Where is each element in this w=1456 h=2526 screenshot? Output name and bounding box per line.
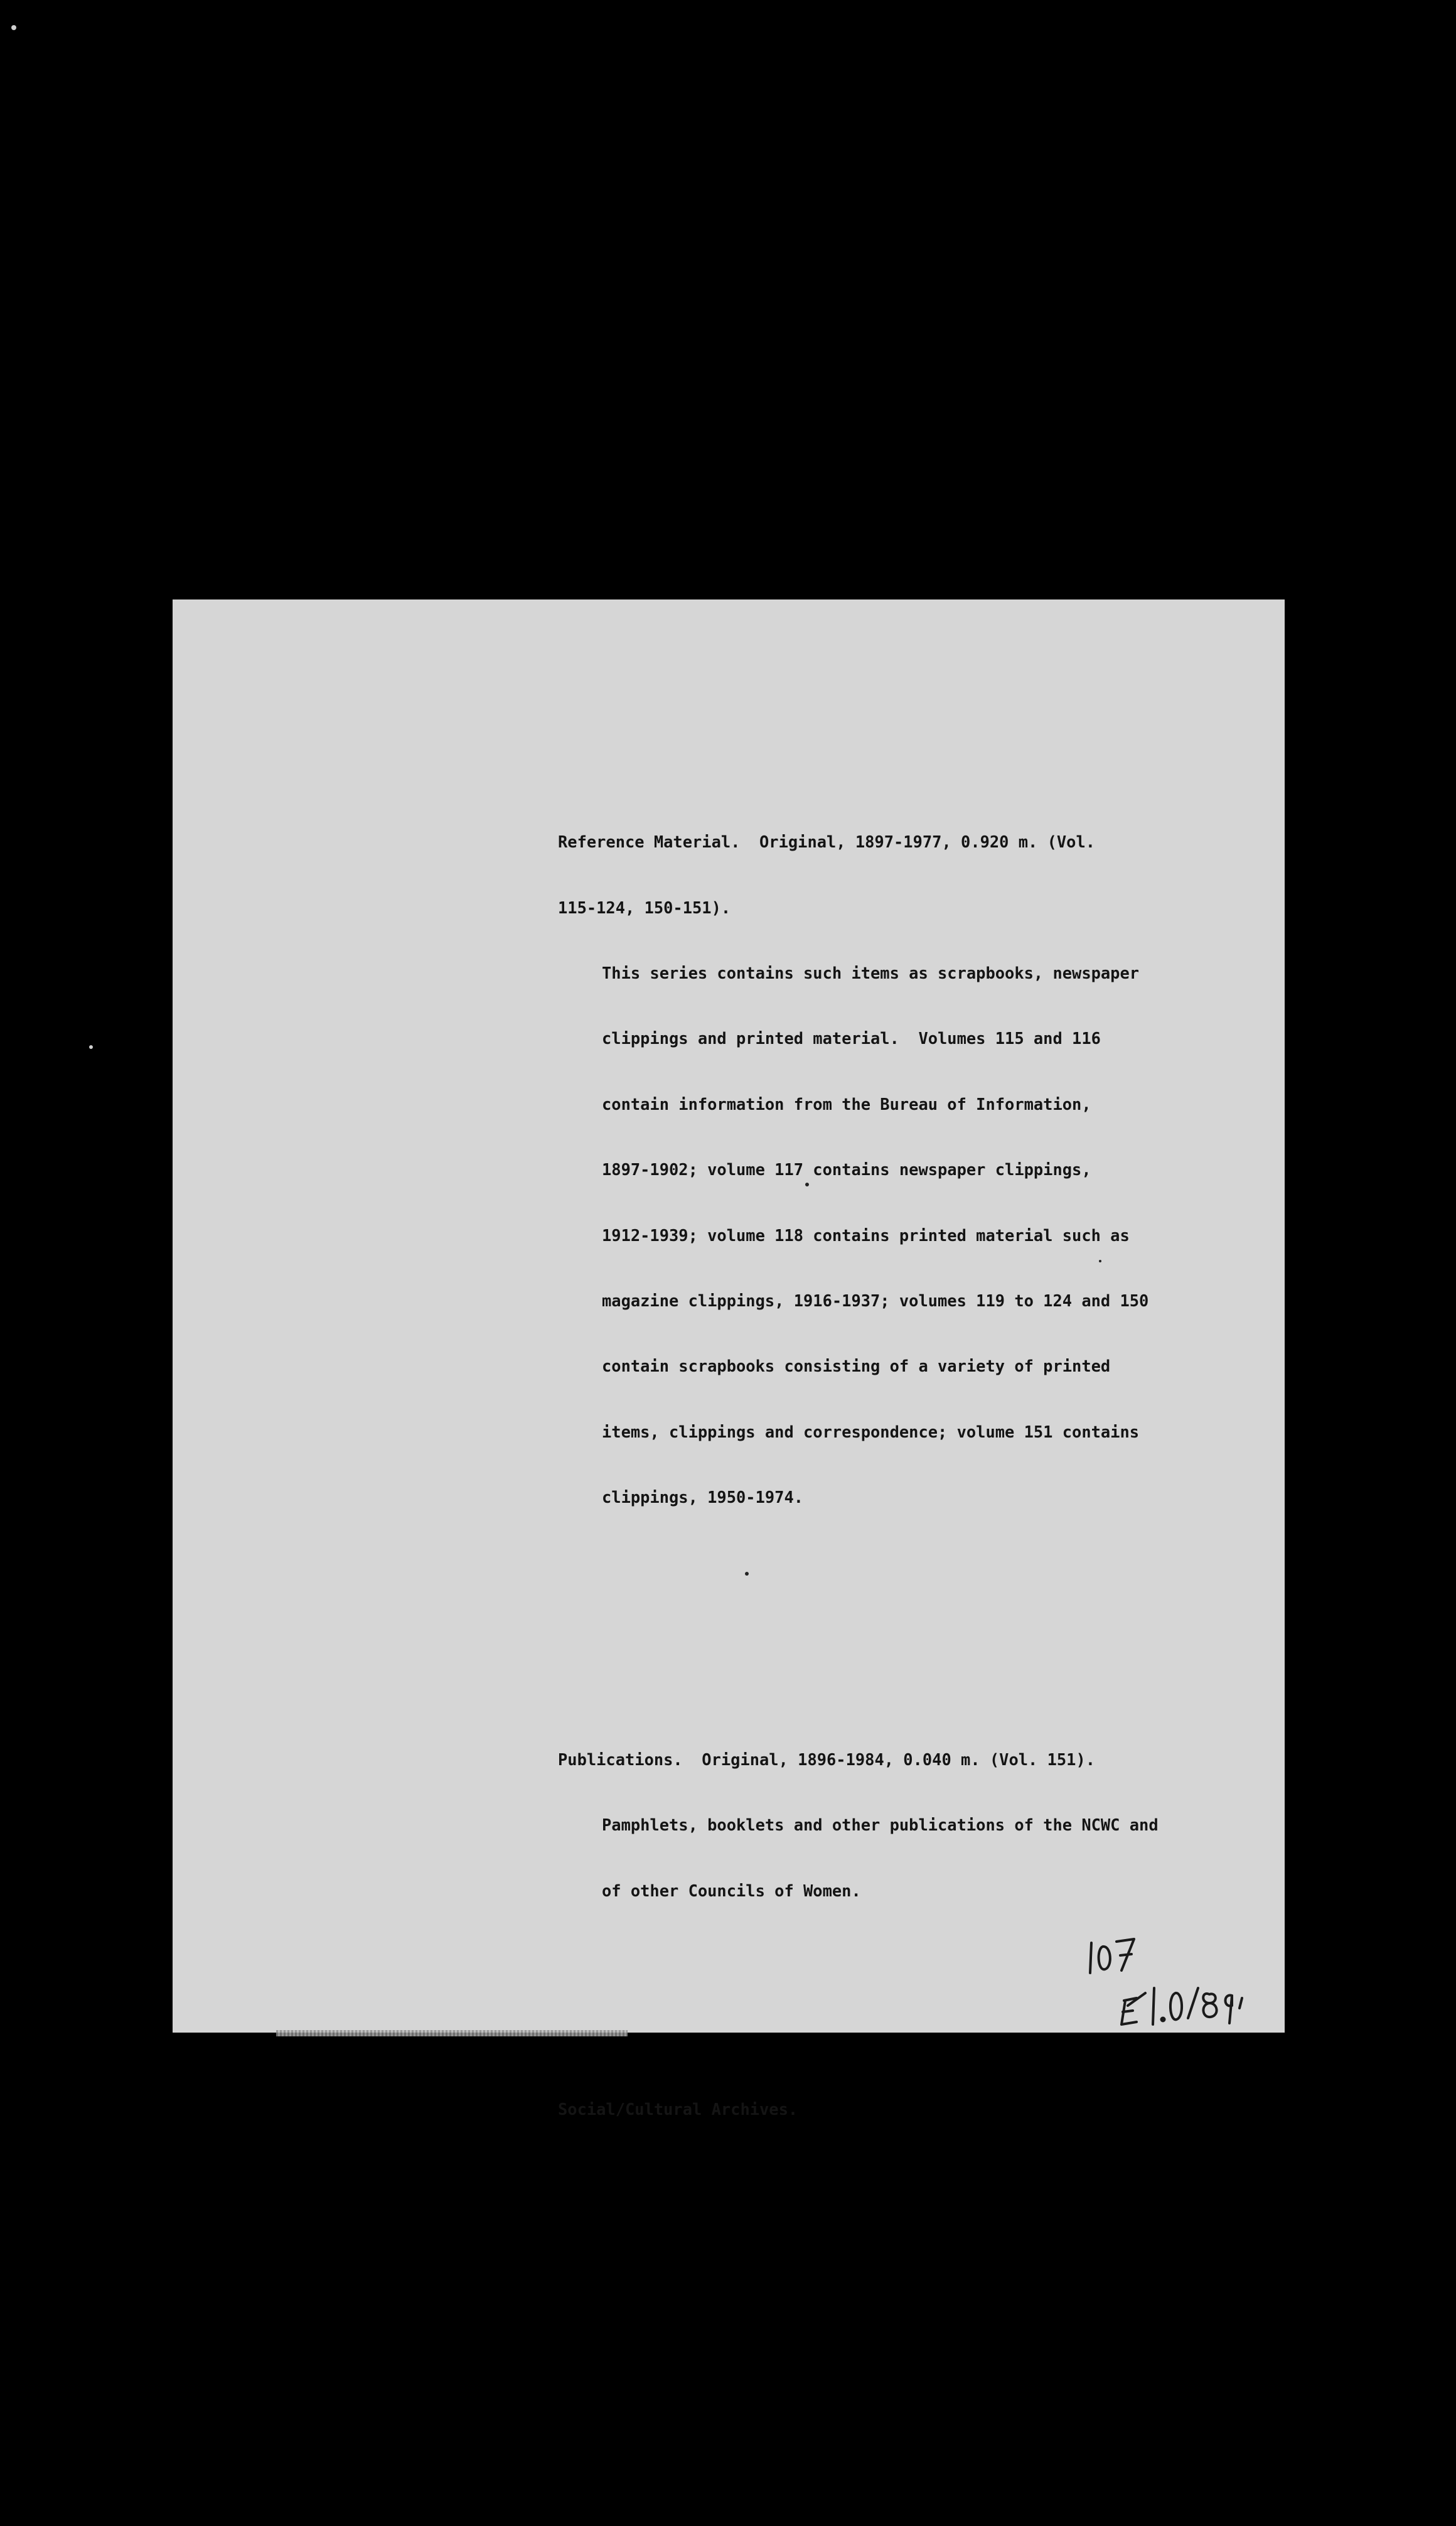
reference-description-line: 1912-1939; volume 118 contains printed material such as	[602, 1225, 1130, 1245]
paper-speck	[1099, 1260, 1101, 1262]
reference-description-line: contain information from the Bureau of Information,	[602, 1094, 1091, 1114]
paper-speck	[745, 1572, 749, 1576]
scan-speck	[11, 25, 16, 30]
reference-heading-line-2: 115-124, 150-151).	[558, 898, 731, 917]
reference-material-section	[558, 788, 1255, 1552]
document-page	[173, 599, 1285, 2119]
publications-section	[558, 1705, 1255, 1945]
reference-description-line: 1897-1902; volume 117 contains newspaper clippings,	[602, 1160, 1091, 1180]
reference-description-line: magazine clippings, 1916-1937; volumes 119 to 124 and 150	[602, 1291, 1149, 1310]
reference-description-line: clippings, 1950-1974.	[602, 1488, 804, 1507]
reference-description-line: items, clippings and correspondence; volume 151 contains	[602, 1422, 1140, 1441]
paragraph-gap	[558, 1618, 1255, 1640]
archives-footer-line: Social/Cultural Archives.	[558, 2099, 798, 2119]
publications-description-line: Pamphlets, booklets and other publications of the NCWC and	[602, 1815, 1159, 1835]
paper-speck	[805, 1183, 809, 1186]
reference-description-line: This series contains such items as scrapbooks, newspaper	[602, 963, 1140, 982]
reference-description-line: clippings and printed material. Volumes 115 and 116	[602, 1029, 1101, 1048]
reference-description-line: contain scrapbooks consisting of a variety of printed	[602, 1357, 1111, 1376]
handwritten-annotation	[1084, 1930, 1285, 2031]
scan-speck	[89, 1045, 93, 1049]
publications-heading-line: Publications. Original, 1896-1984, 0.040 m. (Vol. 151).	[558, 1749, 1096, 1769]
publications-description-line: of other Councils of Women.	[602, 1881, 861, 1900]
paper-bottom-edge	[276, 2030, 628, 2036]
reference-heading-line-1: Reference Material. Original, 1897-1977, 0.920 m. (Vol.	[558, 832, 1096, 852]
